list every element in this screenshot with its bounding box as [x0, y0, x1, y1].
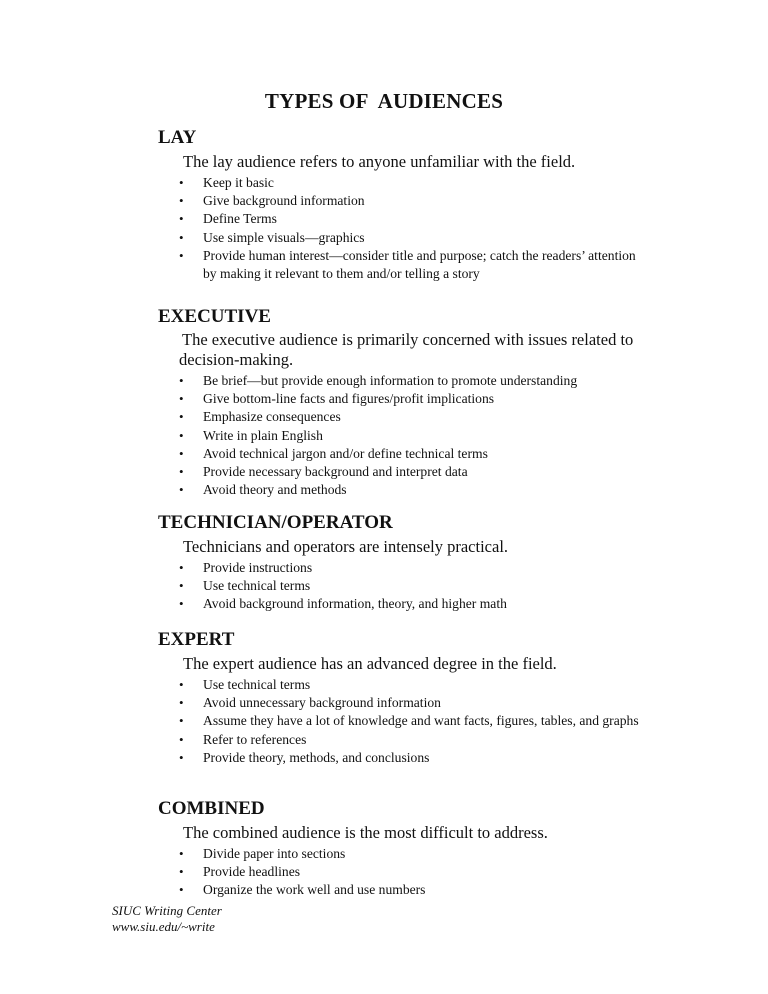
list-item: • Provide instructions: [158, 559, 643, 577]
section-heading: TECHNICIAN/OPERATOR: [158, 512, 393, 533]
bullet-icon: •: [179, 409, 184, 425]
section-intro: Technicians and operators are intensely practical.: [183, 537, 509, 556]
list-item: • Avoid technical jargon and/or define technical terms: [158, 445, 643, 463]
bullet-icon: •: [179, 391, 184, 407]
bullet-list: [158, 372, 678, 499]
bullet-icon: •: [179, 713, 184, 729]
bullet-icon: •: [179, 229, 184, 245]
bullet-list: [158, 559, 678, 614]
bullet-icon: •: [179, 560, 184, 575]
bullet-icon: •: [179, 445, 184, 461]
bullet-icon: •: [179, 677, 184, 692]
bullet-icon: •: [179, 846, 184, 861]
list-item: • Organize the work well and use numbers: [158, 881, 643, 899]
list-item: • Define Terms: [158, 210, 643, 228]
list-item: • Write in plain English: [158, 427, 643, 445]
list-item: • Give background information: [158, 192, 643, 210]
list-item: • Avoid background information, theory, and higher math: [158, 595, 643, 613]
bullet-icon: •: [179, 211, 184, 227]
list-item: • Use simple visuals—graphics: [158, 229, 643, 247]
section-lay: [158, 127, 678, 283]
section-expert: [158, 629, 678, 767]
section-intro: The expert audience has an advanced degree in the field.: [183, 654, 557, 673]
section-heading: COMBINED: [158, 798, 265, 819]
list-item: • Give bottom-line facts and figures/profit implications: [158, 390, 643, 408]
section-intro: The executive audience is primarily concerned with issues related to decision-making.: [179, 330, 634, 369]
section-combined: [158, 798, 678, 900]
bullet-icon: •: [179, 578, 184, 594]
bullet-icon: •: [179, 731, 184, 747]
list-item: • Provide human interest—consider title and purpose; catch the readers’ attention by making it relevant to them and/or telling a story: [179, 247, 636, 282]
list-item: • Provide theory, methods, and conclusions: [158, 749, 643, 767]
section-heading: EXPERT: [158, 629, 235, 650]
list-item: • Avoid unnecessary background information: [158, 694, 643, 712]
bullet-list: [158, 845, 678, 900]
page-title: TYPES OF AUDIENCES: [264, 89, 504, 113]
bullet-icon: •: [179, 864, 184, 880]
bullet-icon: •: [179, 373, 184, 388]
bullet-icon: •: [179, 427, 184, 443]
section-executive: [158, 306, 678, 499]
list-item: • Avoid theory and methods: [158, 481, 643, 499]
list-item: • Be brief—but provide enough information to promote understanding: [158, 372, 643, 390]
section-technician-operator: [158, 512, 678, 614]
section-heading: EXECUTIVE: [158, 306, 271, 327]
bullet-list: [158, 676, 678, 767]
list-item: • Assume they have a lot of knowledge and want facts, figures, tables, and graphs: [158, 712, 643, 730]
bullet-icon: •: [179, 749, 184, 765]
footer-url: www.siu.edu/~write: [112, 919, 215, 934]
list-item: • Use technical terms: [158, 676, 643, 694]
list-item: • Use technical terms: [158, 577, 643, 595]
bullet-icon: •: [179, 175, 184, 190]
bullet-icon: •: [179, 482, 184, 498]
footer-org: SIUC Writing Center: [112, 903, 222, 918]
bullet-icon: •: [179, 247, 184, 263]
section-intro: The combined audience is the most difficult to address.: [183, 823, 548, 842]
list-item: • Provide necessary background and interpret data: [158, 463, 643, 481]
bullet-icon: •: [179, 882, 184, 898]
bullet-icon: •: [179, 193, 184, 209]
bullet-icon: •: [179, 464, 184, 480]
list-item: • Divide paper into sections: [158, 845, 643, 863]
list-item: • Provide headlines: [158, 863, 643, 881]
list-item: • Keep it basic: [158, 174, 643, 192]
list-item: • Refer to references: [158, 731, 643, 749]
bullet-icon: •: [179, 695, 184, 711]
footer: [112, 903, 222, 935]
section-heading: LAY: [158, 127, 197, 148]
list-item: • Emphasize consequences: [158, 408, 643, 426]
section-intro: The lay audience refers to anyone unfamiliar with the field.: [183, 152, 576, 171]
bullet-icon: •: [179, 596, 184, 612]
bullet-list: [158, 174, 678, 283]
